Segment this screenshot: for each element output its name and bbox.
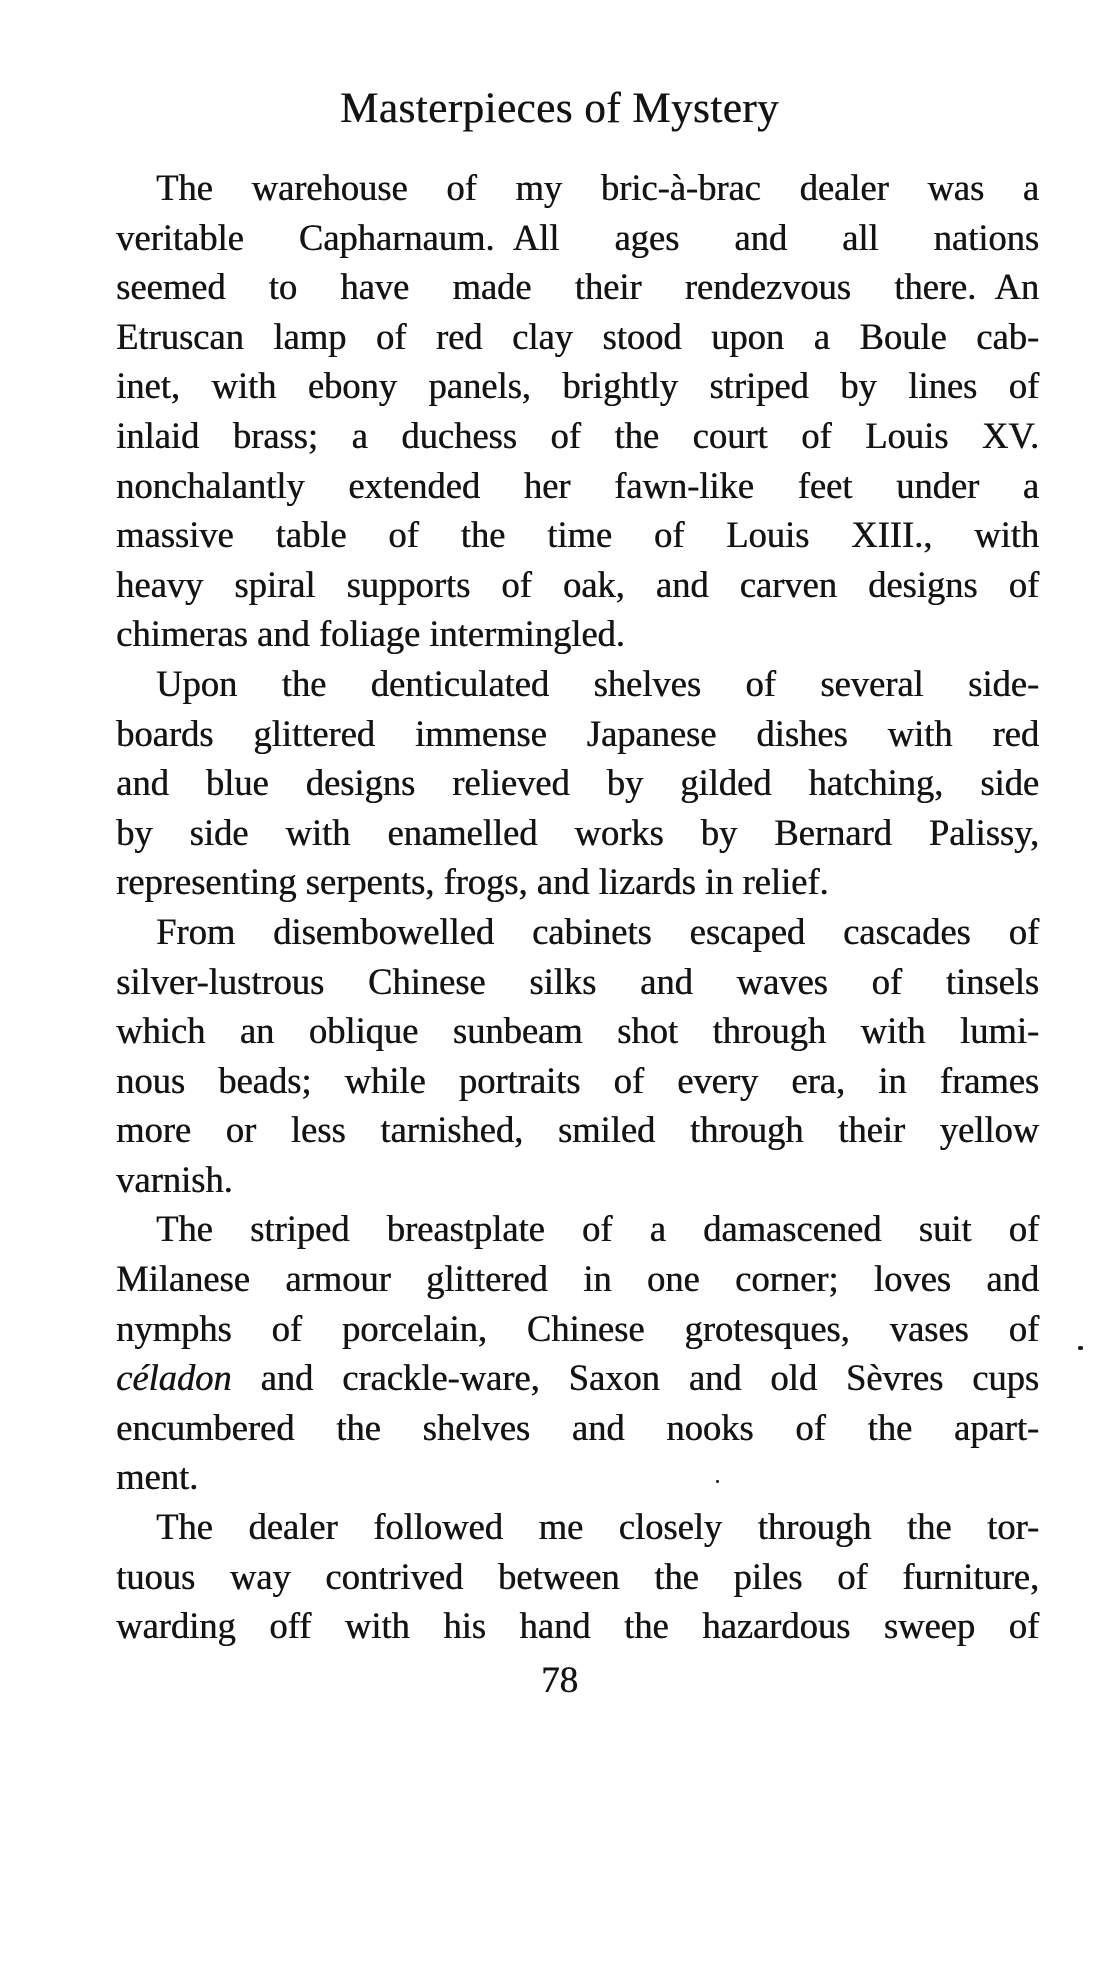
text-line: warding off with his hand the hazardous sweep of (116, 1605, 1039, 1647)
text-line (116, 1353, 1039, 1403)
text-line: inet, with ebony panels, brightly striped by lines of (116, 365, 1039, 407)
text-line: nous beads; while portraits of every era, in frames (116, 1059, 1039, 1101)
ink-speck-right-margin (1078, 1346, 1083, 1350)
text-line: which an oblique sunbeam shot through with lumi- (116, 1010, 1039, 1052)
text-line: heavy spiral supports of oak, and carven designs of (116, 563, 1039, 605)
text-line: representing serpents, frogs, and lizards in relief. (116, 861, 829, 903)
text-line: Upon the denticulated shelves of several side- (156, 662, 1039, 704)
text-line: varnish. (116, 1158, 233, 1200)
text-line: chimeras and foliage intermingled. (116, 613, 625, 655)
text-line: nonchalantly extended her fawn-like feet under a (116, 464, 1039, 506)
text-line: Milanese armour glittered in one corner; loves and (116, 1258, 1039, 1300)
text-line: From disembowelled cabinets escaped cascades of (156, 910, 1039, 952)
italic-text-run: céladon (116, 1357, 232, 1399)
text-line: veritable Capharnaum. All ages and all nations (116, 216, 1039, 258)
text-run: and crackle-ware, Saxon and old Sèvres cups (231, 1357, 1039, 1399)
text-line: boards glittered immense Japanese dishes with red (116, 712, 1039, 754)
running-head: Masterpieces of Mystery (340, 85, 779, 132)
text-block (116, 163, 1039, 1651)
text-line: silver-lustrous Chinese silks and waves of tinsels (116, 960, 1039, 1002)
text-line: ment. (116, 1456, 199, 1498)
text-line: tuous way contrived between the piles of furniture, (116, 1555, 1039, 1597)
text-line: The warehouse of my bric-à-brac dealer was a (156, 167, 1039, 208)
text-line: by side with enamelled works by Bernard Palissy, (116, 811, 1039, 853)
text-line: The dealer followed me closely through the tor- (156, 1506, 1039, 1548)
ink-speck-mid-page (716, 1480, 719, 1483)
text-line: encumbered the shelves and nooks of the apart- (116, 1406, 1039, 1448)
text-line: more or less tarnished, smiled through their yellow (116, 1109, 1039, 1151)
text-line: massive table of the time of Louis XIII., with (116, 514, 1039, 556)
page-number: 78 (541, 1660, 578, 1701)
text-line: seemed to have made their rendezvous there. An (116, 266, 1039, 308)
text-line: The striped breastplate of a damascened suit of (156, 1208, 1039, 1250)
text-line: nymphs of porcelain, Chinese grotesques, vases of (116, 1307, 1039, 1349)
text-line: Etruscan lamp of red clay stood upon a Boule cab- (116, 315, 1039, 357)
text-line: inlaid brass; a duchess of the court of Louis XV. (116, 414, 1039, 456)
text-line: and blue designs relieved by gilded hatching, side (116, 762, 1039, 804)
